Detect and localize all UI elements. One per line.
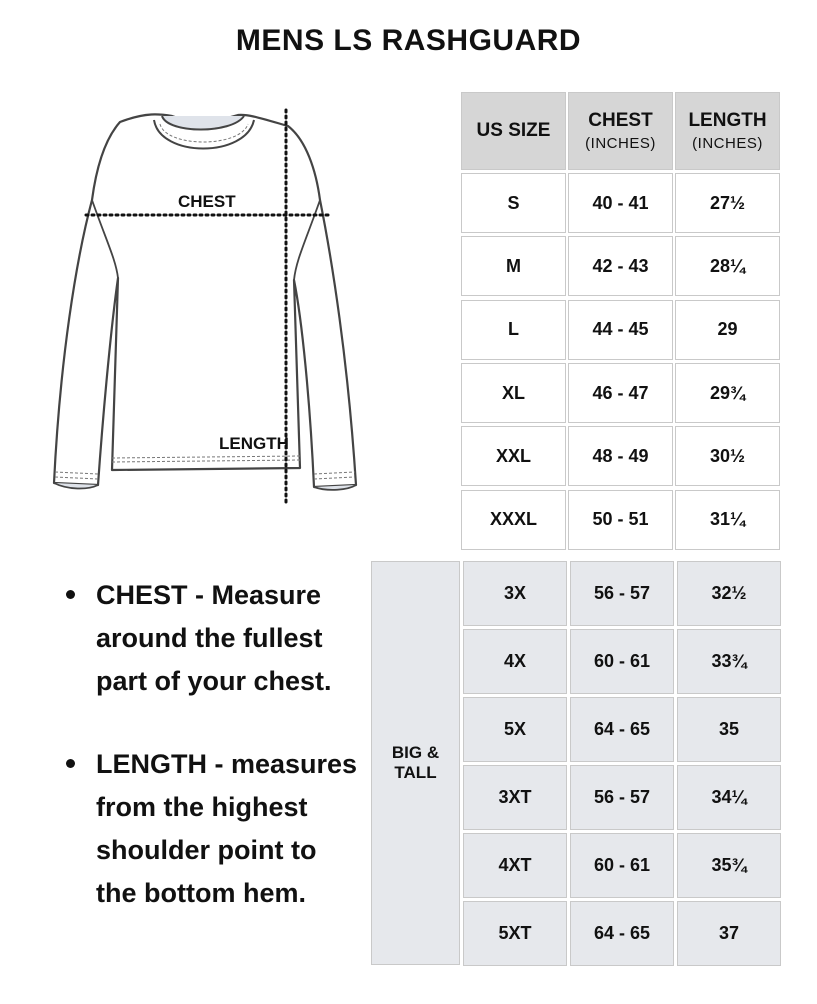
big-tall-label <box>371 561 460 965</box>
table-cell-length: 29¾ <box>675 363 780 423</box>
big-tall-cell-chest: 56 - 57 <box>570 765 674 830</box>
long-sleeve-shirt-icon <box>48 100 368 510</box>
table-cell-chest: 50 - 51 <box>568 490 673 550</box>
chest-measure-label: CHEST <box>178 192 236 211</box>
big-tall-cell-length: 33¾ <box>677 629 781 694</box>
table-cell-length: 27½ <box>675 173 780 233</box>
table-cell-chest: 46 - 47 <box>568 363 673 423</box>
big-tall-cell-length: 37 <box>677 901 781 966</box>
table-cell-size: L <box>461 300 566 360</box>
length-measure-label: LENGTH <box>219 434 289 453</box>
table-header-cell <box>568 92 673 170</box>
big-tall-cell-size: 5X <box>463 697 567 762</box>
table-cell-size: M <box>461 236 566 296</box>
table-cell-size: S <box>461 173 566 233</box>
big-tall-cell-chest: 60 - 61 <box>570 629 674 694</box>
length-instruction: LENGTH - measures from the highest shoulder point to the bottom hem. <box>62 743 362 915</box>
header-unit: (INCHES) <box>692 134 763 152</box>
table-cell-size: XXXL <box>461 490 566 550</box>
big-tall-cell-size: 4XT <box>463 833 567 898</box>
big-tall-cell-length: 35 <box>677 697 781 762</box>
table-cell-chest: 40 - 41 <box>568 173 673 233</box>
big-tall-cell-chest: 64 - 65 <box>570 901 674 966</box>
big-tall-label-line: BIG & <box>391 743 440 763</box>
table-cell-chest: 42 - 43 <box>568 236 673 296</box>
table-cell-length: 30½ <box>675 426 780 486</box>
big-tall-cell-length: 35¾ <box>677 833 781 898</box>
page-title: MENS LS RASHGUARD <box>235 24 582 57</box>
table-header-cell <box>675 92 780 170</box>
header-title: CHEST <box>588 109 653 131</box>
table-cell-chest: 44 - 45 <box>568 300 673 360</box>
table-cell-length: 29 <box>675 300 780 360</box>
header-unit: (INCHES) <box>585 134 656 152</box>
big-tall-label-line: TALL <box>394 763 437 782</box>
big-tall-cell-length: 32½ <box>677 561 781 626</box>
header-title: US SIZE <box>476 120 551 142</box>
table-cell-chest: 48 - 49 <box>568 426 673 486</box>
big-tall-cell-chest: 64 - 65 <box>570 697 674 762</box>
big-tall-cell-chest: 60 - 61 <box>570 833 674 898</box>
table-cell-length: 31¼ <box>675 490 780 550</box>
measurement-instructions <box>62 574 362 955</box>
table-cell-size: XL <box>461 363 566 423</box>
big-tall-cell-size: 4X <box>463 629 567 694</box>
big-tall-cell-size: 3XT <box>463 765 567 830</box>
header-title: LENGTH <box>688 109 767 131</box>
table-header-cell <box>461 92 566 170</box>
big-tall-cell-size: 5XT <box>463 901 567 966</box>
table-cell-length: 28¼ <box>675 236 780 296</box>
big-tall-cell-chest: 56 - 57 <box>570 561 674 626</box>
chest-instruction: CHEST - Measure around the fullest part of your chest. <box>62 574 362 703</box>
big-tall-cell-size: 3X <box>463 561 567 626</box>
big-tall-cell-length: 34¼ <box>677 765 781 830</box>
table-cell-size: XXL <box>461 426 566 486</box>
shirt-illustration <box>48 100 368 510</box>
